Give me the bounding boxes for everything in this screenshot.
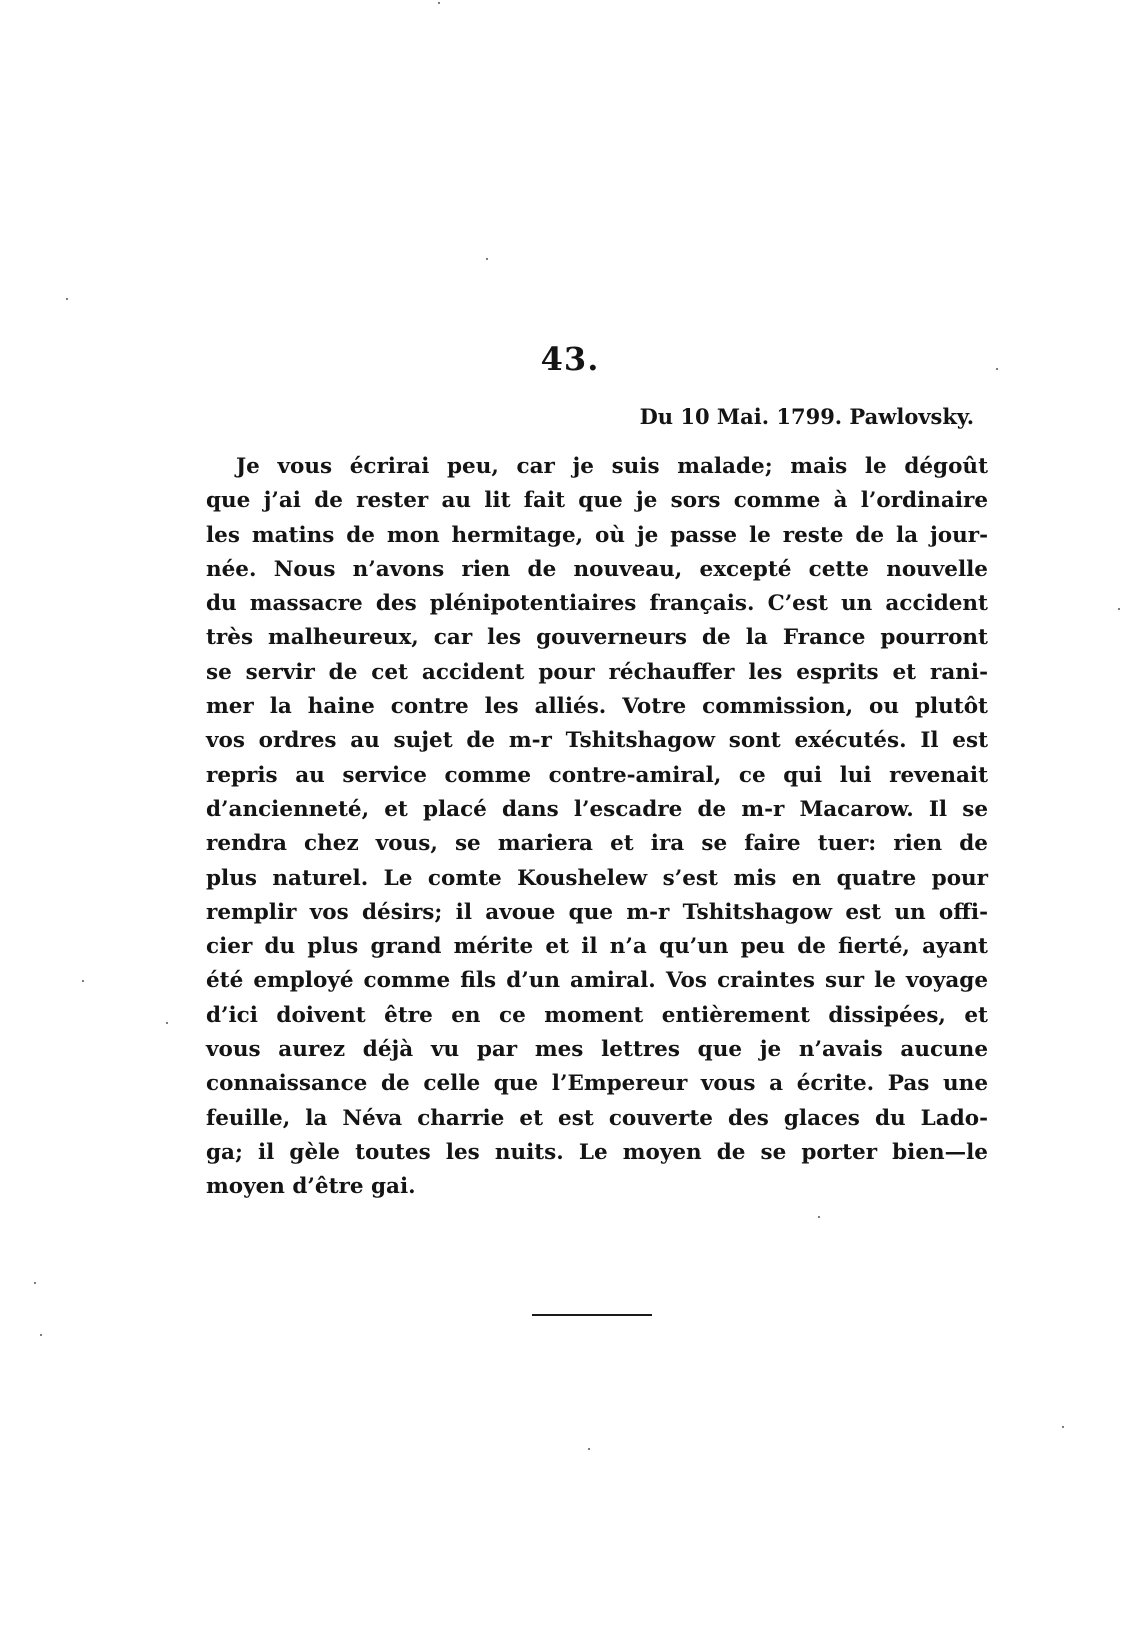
scan-speck: [166, 1022, 168, 1024]
text-line: se servir de cet accident pour réchauffer les esprits et rani-: [206, 659, 988, 685]
text-line: repris au service comme contre-amiral, ce qui lui revenait: [206, 762, 988, 788]
text-line: connaissance de celle que l’Empereur vous a écrite. Pas une: [206, 1071, 988, 1097]
text-line: vous aurez déjà vu par mes lettres que je n’avais aucune: [206, 1037, 988, 1063]
scan-speck: [34, 1282, 36, 1284]
scan-speck: [588, 1448, 590, 1450]
scan-speck: [438, 2, 440, 4]
letter-number: 43.: [540, 340, 600, 378]
scan-speck: [818, 1216, 820, 1218]
text-line: rendra chez vous, se mariera et ira se faire tuer: rien de: [206, 831, 988, 857]
text-line: d’ancienneté, et placé dans l’escadre de m-r Macarow. Il se: [206, 796, 988, 822]
text-line: que j’ai de rester au lit fait que je sors comme à l’ordinaire: [206, 488, 988, 514]
scan-speck: [996, 368, 998, 370]
text-line: plus naturel. Le comte Koushelew s’est mis en quatre pour: [206, 865, 988, 891]
text-line: Je vous écrirai peu, car je suis malade; mais le dégoût: [236, 454, 988, 479]
scan-speck: [486, 258, 488, 260]
text-line: née. Nous n’avons rien de nouveau, excepté cette nouvelle: [206, 556, 988, 582]
text-line: été employé comme fils d’un amiral. Vos craintes sur le voyage: [206, 968, 988, 994]
scan-speck: [66, 298, 68, 300]
text-line: très malheureux, car les gouverneurs de la France pourront: [206, 625, 988, 651]
text-line: feuille, la Néva charrie et est couverte des glaces du Lado-: [206, 1105, 988, 1131]
text-line: du massacre des plénipotentiaires français. C’est un accident: [206, 591, 988, 617]
text-line: cier du plus grand mérite et il n’a qu’un peu de fierté, ayant: [206, 934, 988, 960]
text-line: remplir vos désirs; il avoue que m-r Tshitshagow est un offi-: [206, 899, 988, 925]
scan-speck: [40, 1334, 42, 1336]
scan-speck: [82, 980, 84, 982]
text-line: mer la haine contre les alliés. Votre commission, ou plutôt: [206, 694, 988, 720]
scan-speck: [1118, 608, 1120, 610]
text-line: vos ordres au sujet de m-r Tshitshagow sont exécutés. Il est: [206, 728, 988, 754]
text-line: les matins de mon hermitage, où je passe le reste de la jour-: [206, 522, 988, 548]
text-line: ga; il gèle toutes les nuits. Le moyen de se porter bien—le: [206, 1139, 988, 1165]
text-line: moyen d’être gai.: [206, 1174, 416, 1200]
end-rule: [532, 1314, 652, 1316]
letter-dateline: Du 10 Mai. 1799. Pawlovsky.: [639, 404, 974, 429]
letter-body: [206, 450, 988, 1205]
text-line: d’ici doivent être en ce moment entièrement dissipées, et: [206, 1002, 988, 1028]
scan-speck: [1062, 1426, 1064, 1428]
